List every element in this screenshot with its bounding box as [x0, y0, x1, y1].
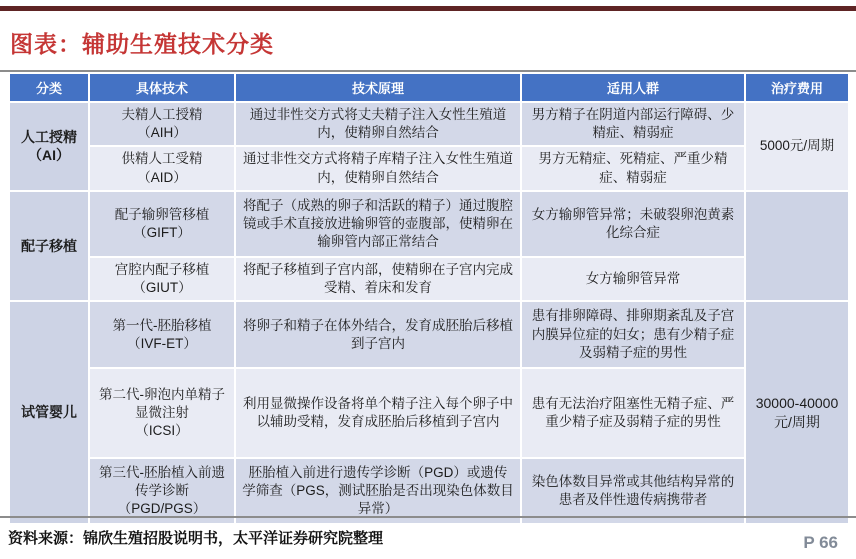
cost-cell	[745, 191, 849, 301]
principle-cell: 胚胎植入前进行遗传学诊断（PGD）或遗传学筛查（PGS，测试胚胎是否出现染色体数目异常）	[235, 458, 521, 524]
art-classification-table-wrap	[8, 72, 848, 525]
population-cell: 染色体数目异常或其他结构异常的患者及伴性遗传病携带者	[521, 458, 745, 524]
cost-cell: 5000元/周期	[745, 102, 849, 191]
population-cell: 男方精子在阴道内部运行障碍、少精症、精弱症	[521, 102, 745, 146]
column-header-4: 治疗费用	[745, 73, 849, 102]
population-cell: 患有无法治疗阻塞性无精子症、严重少精子症及弱精子症的男性	[521, 368, 745, 458]
tech-abbr: （GIUT）	[132, 280, 192, 296]
table-row	[9, 368, 849, 458]
table-row	[9, 257, 849, 301]
tech-abbr: （AIH）	[137, 125, 187, 141]
page-number: P 66	[803, 533, 838, 552]
table-row	[9, 102, 849, 146]
tech-cell	[89, 102, 235, 146]
principle-cell: 将配子移植到子宫内部，使精卵在子宫内完成受精、着床和发育	[235, 257, 521, 301]
population-cell: 男方无精症、死精症、严重少精症、精弱症	[521, 146, 745, 190]
population-cell: 患有排卵障碍、排卵期紊乱及子宫内膜异位症的妇女；患有少精子症及弱精子症的男性	[521, 301, 745, 368]
tech-abbr: （ICSI）	[135, 423, 189, 439]
population-cell: 女方输卵管异常	[521, 257, 745, 301]
column-header-3: 适用人群	[521, 73, 745, 102]
table-row	[9, 191, 849, 257]
tech-abbr: （IVF-ET）	[127, 335, 197, 351]
page-title: 图表：辅助生殖技术分类	[10, 31, 274, 57]
tech-cell	[89, 458, 235, 524]
tech-name: 宫腔内配子移植	[114, 261, 210, 277]
tech-name: 第三代-胚胎植入前遗传学诊断	[99, 464, 225, 499]
tech-abbr: （PGD/PGS）	[117, 501, 207, 517]
tech-cell	[89, 301, 235, 368]
table-header	[9, 73, 849, 102]
principle-cell: 利用显微操作设备将单个精子注入每个卵子中以辅助受精，发育成胚胎后移植到子宫内	[235, 368, 521, 458]
principle-cell: 将配子（成熟的卵子和活跃的精子）通过腹腔镜或手术直接放进输卵管的壶腹部，使精卵在输卵管内部正常结合	[235, 191, 521, 257]
table-body	[9, 102, 849, 524]
tech-abbr: （GIFT）	[133, 224, 191, 240]
table-row	[9, 301, 849, 368]
tech-cell	[89, 191, 235, 257]
tech-name: 第二代-卵泡内单精子显微注射	[99, 386, 225, 421]
column-header-1: 具体技术	[89, 73, 235, 102]
table-header-row	[9, 73, 849, 102]
category-cell	[9, 102, 89, 191]
category-cell	[9, 301, 89, 524]
art-classification-table	[8, 72, 850, 525]
category-abbr: （AI）	[28, 147, 70, 164]
tech-cell	[89, 257, 235, 301]
table-row	[9, 146, 849, 190]
footer-rule	[0, 516, 856, 518]
principle-cell: 通过非性交方式将丈夫精子注入女性生殖道内，使精卵自然结合	[235, 102, 521, 146]
cost-cell: 30000-40000元/周期	[745, 301, 849, 524]
column-header-0: 分类	[9, 73, 89, 102]
tech-name: 供精人工受精	[121, 151, 203, 167]
tech-cell	[89, 368, 235, 458]
tech-name: 配子输卵管移植	[114, 206, 210, 222]
table-row	[9, 458, 849, 524]
category-name: 试管婴儿	[21, 404, 77, 421]
category-name: 配子移植	[21, 237, 77, 254]
top-accent-bar	[0, 6, 856, 11]
principle-cell: 通过非性交方式将精子库精子注入女性生殖道内，使精卵自然结合	[235, 146, 521, 190]
principle-cell: 将卵子和精子在体外结合，发育成胚胎后移植到子宫内	[235, 301, 521, 368]
category-cell	[9, 191, 89, 301]
tech-name: 夫精人工授精	[121, 107, 203, 122]
category-name: 人工授精	[21, 128, 77, 145]
column-header-2: 技术原理	[235, 73, 521, 102]
source-note: 资料来源：锦欣生殖招股说明书，太平洋证券研究院整理	[8, 530, 384, 547]
tech-abbr: （AID）	[137, 169, 187, 185]
population-cell: 女方输卵管异常；未破裂卵泡黄素化综合症	[521, 191, 745, 257]
tech-cell	[89, 146, 235, 190]
tech-name: 第一代-胚胎移植	[112, 317, 212, 333]
